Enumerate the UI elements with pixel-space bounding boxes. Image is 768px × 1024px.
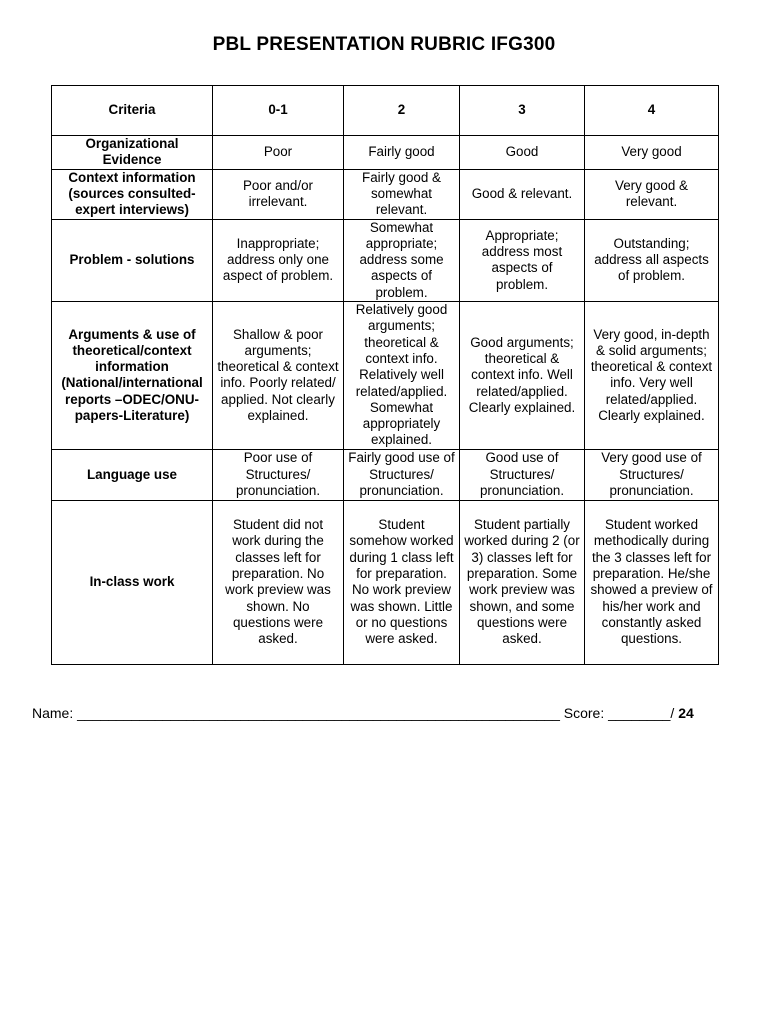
rating-cell: Good use of Structures/ pronunciation. (460, 449, 585, 500)
table-row (52, 219, 719, 301)
header-score-3: 3 (460, 86, 585, 136)
rating-cell: Fairly good (344, 136, 460, 170)
rating-cell: Very good use of Structures/ pronunciation. (585, 449, 719, 500)
criteria-cell: Language use (52, 449, 213, 500)
score-label: Score: (563, 705, 605, 721)
header-score-2: 2 (344, 86, 460, 136)
rating-cell: Appropriate; address most aspects of problem. (460, 219, 585, 301)
rating-cell: Student worked methodically during the 3 classes left for preparation. He/she showed a preview of his/her work and constantly asked questions. (585, 500, 719, 664)
criteria-cell: Organizational Evidence (52, 136, 213, 170)
table-header-row (52, 86, 719, 136)
rubric-table (51, 85, 719, 665)
rating-cell: Student somehow worked during 1 class left for preparation. No work preview was shown. Little or no questions were asked. (344, 500, 460, 664)
rating-cell: Poor and/or irrelevant. (213, 169, 344, 219)
rating-cell: Inappropriate; address only one aspect of problem. (213, 219, 344, 301)
table-row (52, 136, 719, 170)
rating-cell: Good & relevant. (460, 169, 585, 219)
rating-cell: Poor (213, 136, 344, 170)
rating-cell: Fairly good & somewhat relevant. (344, 169, 460, 219)
rating-cell: Poor use of Structures/ pronunciation. (213, 449, 344, 500)
rating-cell: Very good & relevant. (585, 169, 719, 219)
rating-cell: Student did not work during the classes left for preparation. No work preview was shown. No questions were asked. (213, 500, 344, 664)
rating-cell: Somewhat appropriate; address some aspects of problem. (344, 219, 460, 301)
rating-cell: Very good, in-depth & solid arguments; theoretical & context info. Very well related/applied. Clearly explained. (585, 302, 719, 450)
table-row (52, 302, 719, 450)
score-field[interactable]: ________/ (608, 705, 675, 721)
table-row (52, 449, 719, 500)
score-total: 24 (678, 705, 694, 721)
page-title: PBL PRESENTATION RUBRIC IFG300 (212, 34, 556, 55)
header-criteria: Criteria (52, 86, 213, 136)
rating-cell: Fairly good use of Structures/ pronunciation. (344, 449, 460, 500)
rating-cell: Relatively good arguments; theoretical & context info. Relatively well related/applied. Somewhat appropriately explained. (344, 302, 460, 450)
criteria-cell: Arguments & use of theoretical/context information (National/international reports –ODEC/ONU-papers-Literature) (52, 302, 213, 450)
rating-cell: Very good (585, 136, 719, 170)
table-row (52, 169, 719, 219)
score-footer (32, 705, 694, 721)
header-score-0-1: 0-1 (213, 86, 344, 136)
rating-cell: Good (460, 136, 585, 170)
name-label: Name: (32, 705, 74, 721)
rating-cell: Good arguments; theoretical & context info. Well related/applied. Clearly explained. (460, 302, 585, 450)
criteria-cell: Context information (sources consulted-expert interviews) (52, 169, 213, 219)
rating-cell: Student partially worked during 2 (or 3) classes left for preparation. Some work preview was shown, and some questions were asked. (460, 500, 585, 664)
criteria-cell: In-class work (52, 500, 213, 664)
name-field[interactable]: ______________________________________________________________ (77, 705, 560, 721)
header-score-4: 4 (585, 86, 719, 136)
rating-cell: Outstanding; address all aspects of problem. (585, 219, 719, 301)
criteria-cell: Problem - solutions (52, 219, 213, 301)
rating-cell: Shallow & poor arguments; theoretical & context info. Poorly related/ applied. Not clearly explained. (213, 302, 344, 450)
table-row (52, 500, 719, 664)
